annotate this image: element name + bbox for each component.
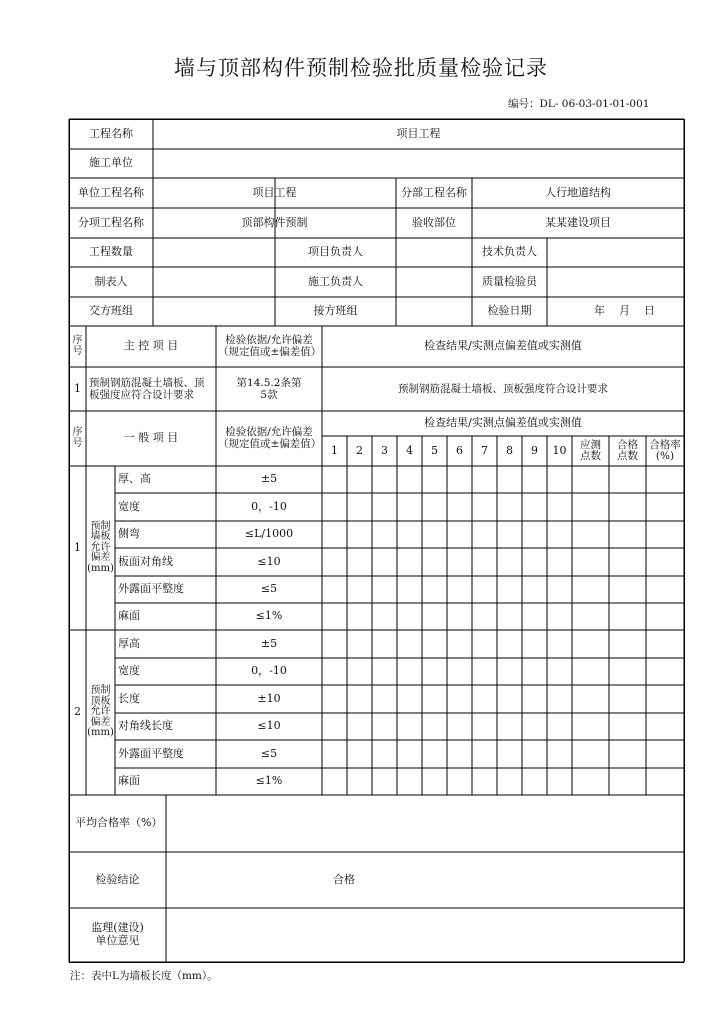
date-year: 年 bbox=[594, 304, 605, 318]
item-tolerance: ±5 bbox=[260, 472, 278, 486]
point-header: 10 bbox=[552, 443, 567, 457]
point-header: 4 bbox=[406, 443, 413, 457]
date-day: 日 bbox=[644, 304, 655, 318]
avg-pass-rate-label: 平均合格率（%） bbox=[75, 816, 163, 830]
inspection-date-label: 检验日期 bbox=[487, 304, 532, 318]
point-header: 9 bbox=[531, 443, 538, 457]
footnote: 注：表中L为墙板长度（mm）。 bbox=[70, 970, 218, 982]
general-basis-header: 检验依据/允许偏差（规定值或±偏差值） bbox=[218, 426, 322, 450]
item-tolerance: ≤5 bbox=[260, 746, 278, 760]
item-tolerance: ≤1% bbox=[255, 609, 283, 623]
project-name-field[interactable]: 项目工程 bbox=[396, 126, 441, 140]
item-name: 厚、高 bbox=[118, 472, 151, 486]
point-header: 7 bbox=[481, 443, 488, 457]
supervisor-opinion-label: 监理(建设)单位意见 bbox=[91, 921, 144, 947]
group-seq: 2 bbox=[74, 705, 81, 719]
point-header: 3 bbox=[381, 443, 388, 457]
point-header: 2 bbox=[356, 443, 363, 457]
main-result-header: 检查结果/实测点偏差值或实测值 bbox=[424, 339, 582, 353]
qualified-points-header: 合格点数 bbox=[617, 438, 638, 462]
main-row-basis: 第14.5.2条第5款 bbox=[236, 376, 302, 401]
division-field[interactable]: 人行地道结构 bbox=[545, 185, 611, 199]
main-row-result[interactable]: 预制钢筋混凝土墙板、顶板强度符合设计要求 bbox=[398, 382, 608, 395]
conclusion-label: 检验结论 bbox=[95, 872, 140, 886]
item-tolerance: ≤10 bbox=[257, 554, 281, 568]
construction-lead-field[interactable] bbox=[396, 267, 472, 297]
handover-shift-label: 交方班组 bbox=[89, 304, 133, 318]
item-name: 板面对角线 bbox=[118, 554, 173, 568]
item-name: 侧弯 bbox=[118, 527, 140, 541]
group-seq: 1 bbox=[74, 540, 81, 554]
group-name: 预制墙板允许偏差(mm) bbox=[87, 520, 114, 574]
handover-shift-field[interactable] bbox=[153, 297, 275, 326]
point-header: 6 bbox=[456, 443, 463, 457]
general-result-header: 检查结果/实测点偏差值或实测值 bbox=[424, 416, 582, 430]
acceptance-part-label: 验收部位 bbox=[412, 215, 456, 229]
conclusion-field[interactable]: 合格 bbox=[333, 872, 355, 886]
general-seq-header: 序号 bbox=[72, 427, 83, 449]
item-name: 长度 bbox=[118, 691, 140, 705]
item-tolerance: ≤5 bbox=[260, 582, 278, 596]
main-basis-header: 检验依据/允许偏差（规定值或±偏差值） bbox=[218, 334, 322, 358]
tech-lead-label: 技术负责人 bbox=[482, 245, 537, 259]
item-name: 麻面 bbox=[118, 774, 140, 788]
construction-unit-label: 施工单位 bbox=[89, 156, 133, 170]
main-row-seq: 1 bbox=[74, 381, 81, 395]
item-name: 对角线长度 bbox=[118, 719, 173, 733]
item-name: 外露面平整度 bbox=[118, 582, 184, 596]
qc-inspector-field[interactable] bbox=[547, 267, 684, 297]
main-item-header: 主 控 项 目 bbox=[123, 339, 179, 353]
item-tolerance: ≤1% bbox=[255, 774, 283, 788]
item-tolerance: ±5 bbox=[260, 636, 278, 650]
item-name: 外露面平整度 bbox=[118, 746, 184, 760]
unit-project-label: 单位工程名称 bbox=[78, 185, 144, 199]
tabulator-label: 制表人 bbox=[94, 274, 128, 288]
date-month: 月 bbox=[619, 304, 630, 318]
main-row-item: 预制钢筋混凝土墙板、顶板强度应符合设计要求 bbox=[89, 376, 205, 401]
tech-lead-field[interactable] bbox=[547, 238, 684, 267]
item-tolerance: 0，-10 bbox=[251, 664, 287, 678]
pass-rate-header: 合格率(%) bbox=[649, 438, 681, 462]
should-measure-header: 应测点数 bbox=[580, 438, 601, 462]
project-name-label: 工程名称 bbox=[89, 126, 133, 140]
code-value: DL- 06-03-01-01-001 bbox=[539, 98, 650, 110]
construction-unit-field[interactable] bbox=[153, 149, 684, 178]
project-lead-field[interactable] bbox=[396, 238, 472, 267]
main-seq-header: 序号 bbox=[72, 335, 83, 357]
item-name: 麻面 bbox=[118, 609, 140, 623]
item-name: 厚高 bbox=[118, 636, 140, 650]
point-header: 1 bbox=[331, 443, 338, 457]
receiving-shift-label: 接方班组 bbox=[313, 304, 358, 318]
quantity-label: 工程数量 bbox=[89, 245, 133, 259]
supervisor-opinion-field[interactable] bbox=[166, 908, 684, 962]
tabulator-field[interactable] bbox=[153, 267, 275, 297]
qc-inspector-label: 质量检验员 bbox=[482, 274, 537, 288]
avg-pass-rate-field[interactable] bbox=[166, 795, 684, 852]
acceptance-part-field[interactable]: 某某建设项目 bbox=[545, 215, 611, 229]
inspection-date-field[interactable] bbox=[547, 297, 684, 326]
item-tolerance: 0，-10 bbox=[251, 499, 287, 513]
general-item-header: 一 般 项 目 bbox=[123, 431, 179, 445]
project-lead-label: 项目负责人 bbox=[308, 245, 363, 259]
group-name: 预制顶板允许偏差(mm) bbox=[87, 685, 114, 739]
construction-lead-label: 施工负责人 bbox=[308, 274, 363, 288]
page-title: 墙与顶部构件预制检验批质量检验记录 bbox=[174, 56, 548, 80]
item-tolerance: ≤L/1000 bbox=[244, 527, 294, 541]
subitem-label: 分项工程名称 bbox=[78, 215, 144, 229]
quantity-field[interactable] bbox=[153, 238, 275, 267]
point-header: 5 bbox=[431, 443, 438, 457]
subitem-field[interactable]: 顶部构件预制 bbox=[241, 215, 308, 229]
item-name: 宽度 bbox=[118, 499, 140, 513]
receiving-shift-field[interactable] bbox=[396, 297, 472, 326]
division-label: 分部工程名称 bbox=[401, 185, 467, 199]
document-code bbox=[508, 96, 649, 111]
item-tolerance: ≤10 bbox=[257, 719, 281, 733]
unit-project-field[interactable]: 项目工程 bbox=[252, 185, 297, 199]
item-name: 宽度 bbox=[118, 664, 140, 678]
code-label: 编号： bbox=[508, 98, 540, 110]
point-header: 8 bbox=[506, 443, 513, 457]
item-tolerance: ±10 bbox=[257, 691, 281, 705]
